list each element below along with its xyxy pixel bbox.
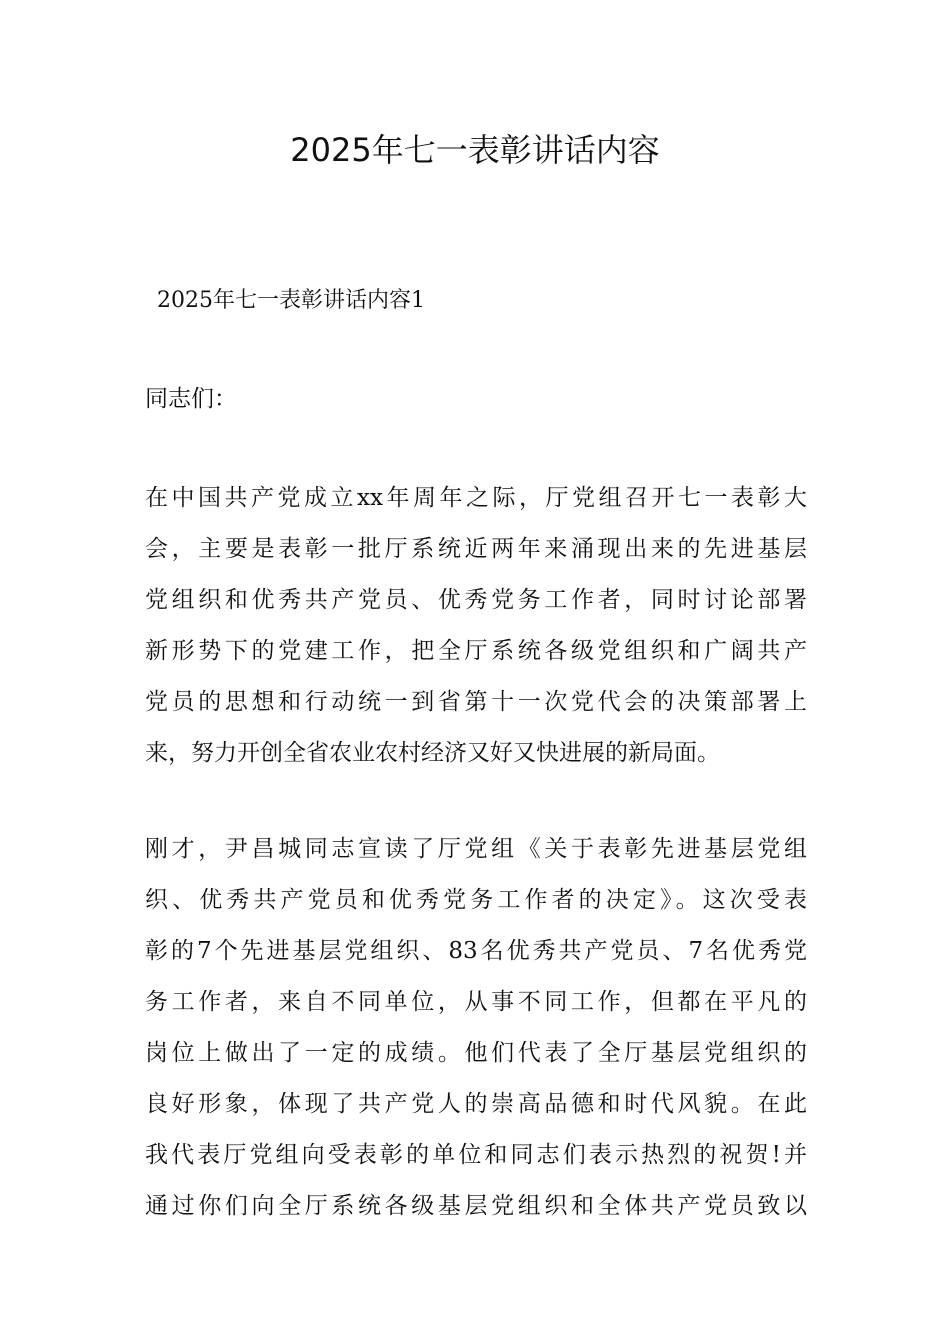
paragraph-line: 我代表厅党组向受表彰的单位和同志们表示热烈的祝贺!并 [145, 1142, 807, 1168]
paragraph-line: 刚才，尹昌城同志宣读了厅党组《关于表彰先进基层党组 [145, 836, 807, 862]
paragraph-line: 务工作者，来自不同单位，从事不同工作，但都在平凡的 [145, 989, 807, 1015]
document-subtitle: 2025年七一表彰讲话内容1 [157, 288, 425, 313]
paragraph-line: 会，主要是表彰一批厅系统近两年来涌现出来的先进基层 [145, 536, 807, 562]
paragraph-line: 织、优秀共产党员和优秀党务工作者的决定》。这次受表 [145, 887, 807, 913]
paragraph-line: 良好形象，体现了共产党人的崇高品德和时代风貌。在此 [145, 1091, 807, 1117]
document-title: 2025年七一表彰讲话内容 [290, 131, 660, 169]
paragraph-line: 党员的思想和行动统一到省第十一次党代会的决策部署上 [145, 689, 807, 715]
paragraph-line: 岗位上做出了一定的成绩。他们代表了全厅基层党组织的 [145, 1040, 807, 1066]
paragraph-1 [145, 473, 807, 779]
salutation: 同志们： [145, 386, 237, 412]
paragraph-line: 在中国共产党成立xx年周年之际，厅党组召开七一表彰大 [145, 485, 807, 511]
paragraph-line: 来，努力开创全省农业农村经济又好又快进展的新局面。 [145, 740, 720, 766]
paragraph-line: 党组织和优秀共产党员、优秀党务工作者，同时讨论部署 [145, 587, 807, 613]
paragraph-line: 新形势下的党建工作，把全厅系统各级党组织和广阔共产 [145, 638, 807, 664]
paragraph-line: 彰的7个先进基层党组织、83名优秀共产党员、7名优秀党 [145, 938, 807, 964]
paragraph-2 [145, 824, 807, 1232]
paragraph-line: 通过你们向全厅系统各级基层党组织和全体共产党员致以 [145, 1193, 807, 1219]
